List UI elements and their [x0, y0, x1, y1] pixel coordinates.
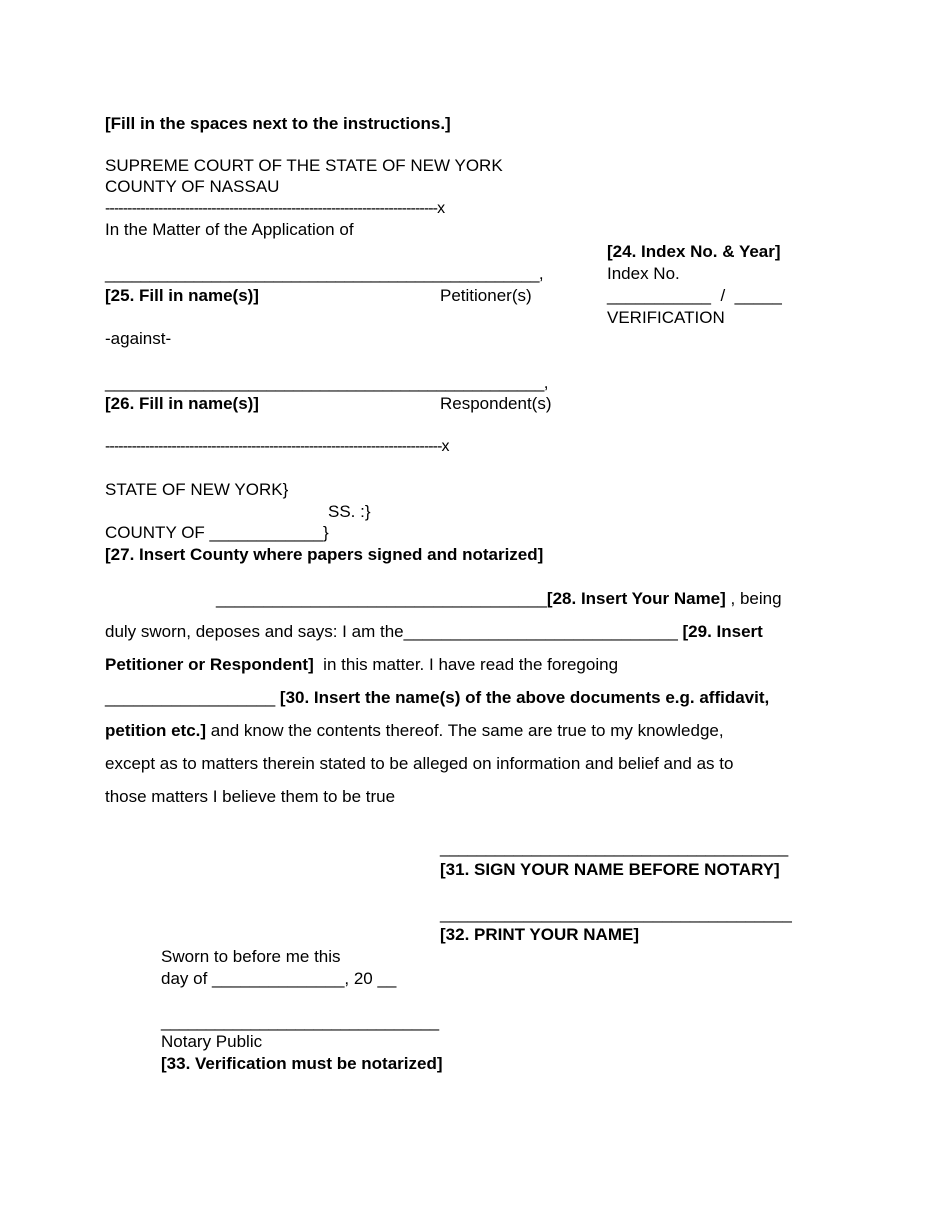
index-number-blank[interactable]: ___________ / _____ — [607, 286, 782, 305]
affidavit-body — [105, 582, 845, 813]
notary-signature-blank[interactable]: _______________________________ — [161, 1012, 439, 1031]
documents-instruction-start: [30. Insert the name(s) of the above documents e.g. affidavit, — [279, 688, 770, 707]
believe-true-text: those matters I believe them to be true — [105, 787, 396, 806]
information-belief-text: except as to matters therein stated to be alleged on information and belief and as to — [105, 754, 734, 773]
printed-name-blank[interactable]: ______________________________________ — [440, 904, 792, 923]
notary-public-label: Notary Public — [161, 1032, 263, 1051]
signature-blank[interactable]: ______________________________________ — [440, 838, 788, 857]
document-names-blank[interactable]: __________________ — [105, 688, 280, 707]
deponent-name-blank[interactable]: ___________________________________ — [216, 589, 547, 608]
petitioner-name-blank[interactable]: _________________________________________________, — [105, 264, 543, 283]
venue-instruction: [27. Insert County where papers signed and notarized] — [105, 545, 544, 564]
petitioner-label: Petitioner(s) — [440, 286, 532, 305]
sworn-before-text: Sworn to before me this — [161, 947, 341, 966]
index-instruction: [24. Index No. & Year] — [607, 242, 781, 261]
caption-rule-top: ---------------------------------------------------------------------------x — [105, 200, 445, 217]
venue-ss: SS. :} — [328, 502, 371, 521]
venue-county-blank[interactable]: COUNTY OF ____________} — [105, 523, 329, 542]
documents-instruction-end: petition etc.] — [105, 721, 207, 740]
respondent-name-blank[interactable]: _________________________________________________, — [105, 373, 548, 392]
respondent-instruction: [26. Fill in name(s)] — [105, 394, 259, 413]
name-instruction: [28. Insert Your Name] — [546, 589, 726, 608]
court-county: COUNTY OF NASSAU — [105, 177, 280, 196]
against-text: -against- — [105, 329, 172, 348]
sworn-text: duly sworn, deposes and says: I am the — [105, 622, 404, 641]
matter-text: In the Matter of the Application of — [105, 220, 354, 239]
signature-instruction: [31. SIGN YOUR NAME BEFORE NOTARY] — [440, 860, 780, 879]
being-text: , being — [725, 589, 782, 608]
role-blank[interactable]: _____________________________ — [403, 622, 683, 641]
petitioner-instruction: [25. Fill in name(s)] — [105, 286, 259, 305]
role-instruction-start: [29. Insert — [682, 622, 763, 641]
notary-instruction: [33. Verification must be notarized] — [161, 1054, 443, 1073]
venue-state: STATE OF NEW YORK} — [105, 480, 289, 499]
printed-name-instruction: [32. PRINT YOUR NAME] — [440, 925, 639, 944]
knowledge-text: and know the contents thereof. The same are true to my knowledge, — [206, 721, 724, 740]
instructions-heading: [Fill in the spaces next to the instructions.] — [105, 114, 451, 133]
court-name: SUPREME COURT OF THE STATE OF NEW YORK — [105, 156, 503, 175]
sworn-date-blank[interactable]: day of ______________, 20 __ — [161, 969, 397, 988]
read-text: in this matter. I have read the foregoing — [313, 655, 619, 674]
role-instruction-end: Petitioner or Respondent] — [105, 655, 314, 674]
document-title: VERIFICATION — [607, 308, 725, 327]
caption-rule-bottom: ----------------------------------------------------------------------------x — [105, 438, 449, 455]
respondent-label: Respondent(s) — [440, 394, 552, 413]
index-label: Index No. — [607, 264, 680, 283]
